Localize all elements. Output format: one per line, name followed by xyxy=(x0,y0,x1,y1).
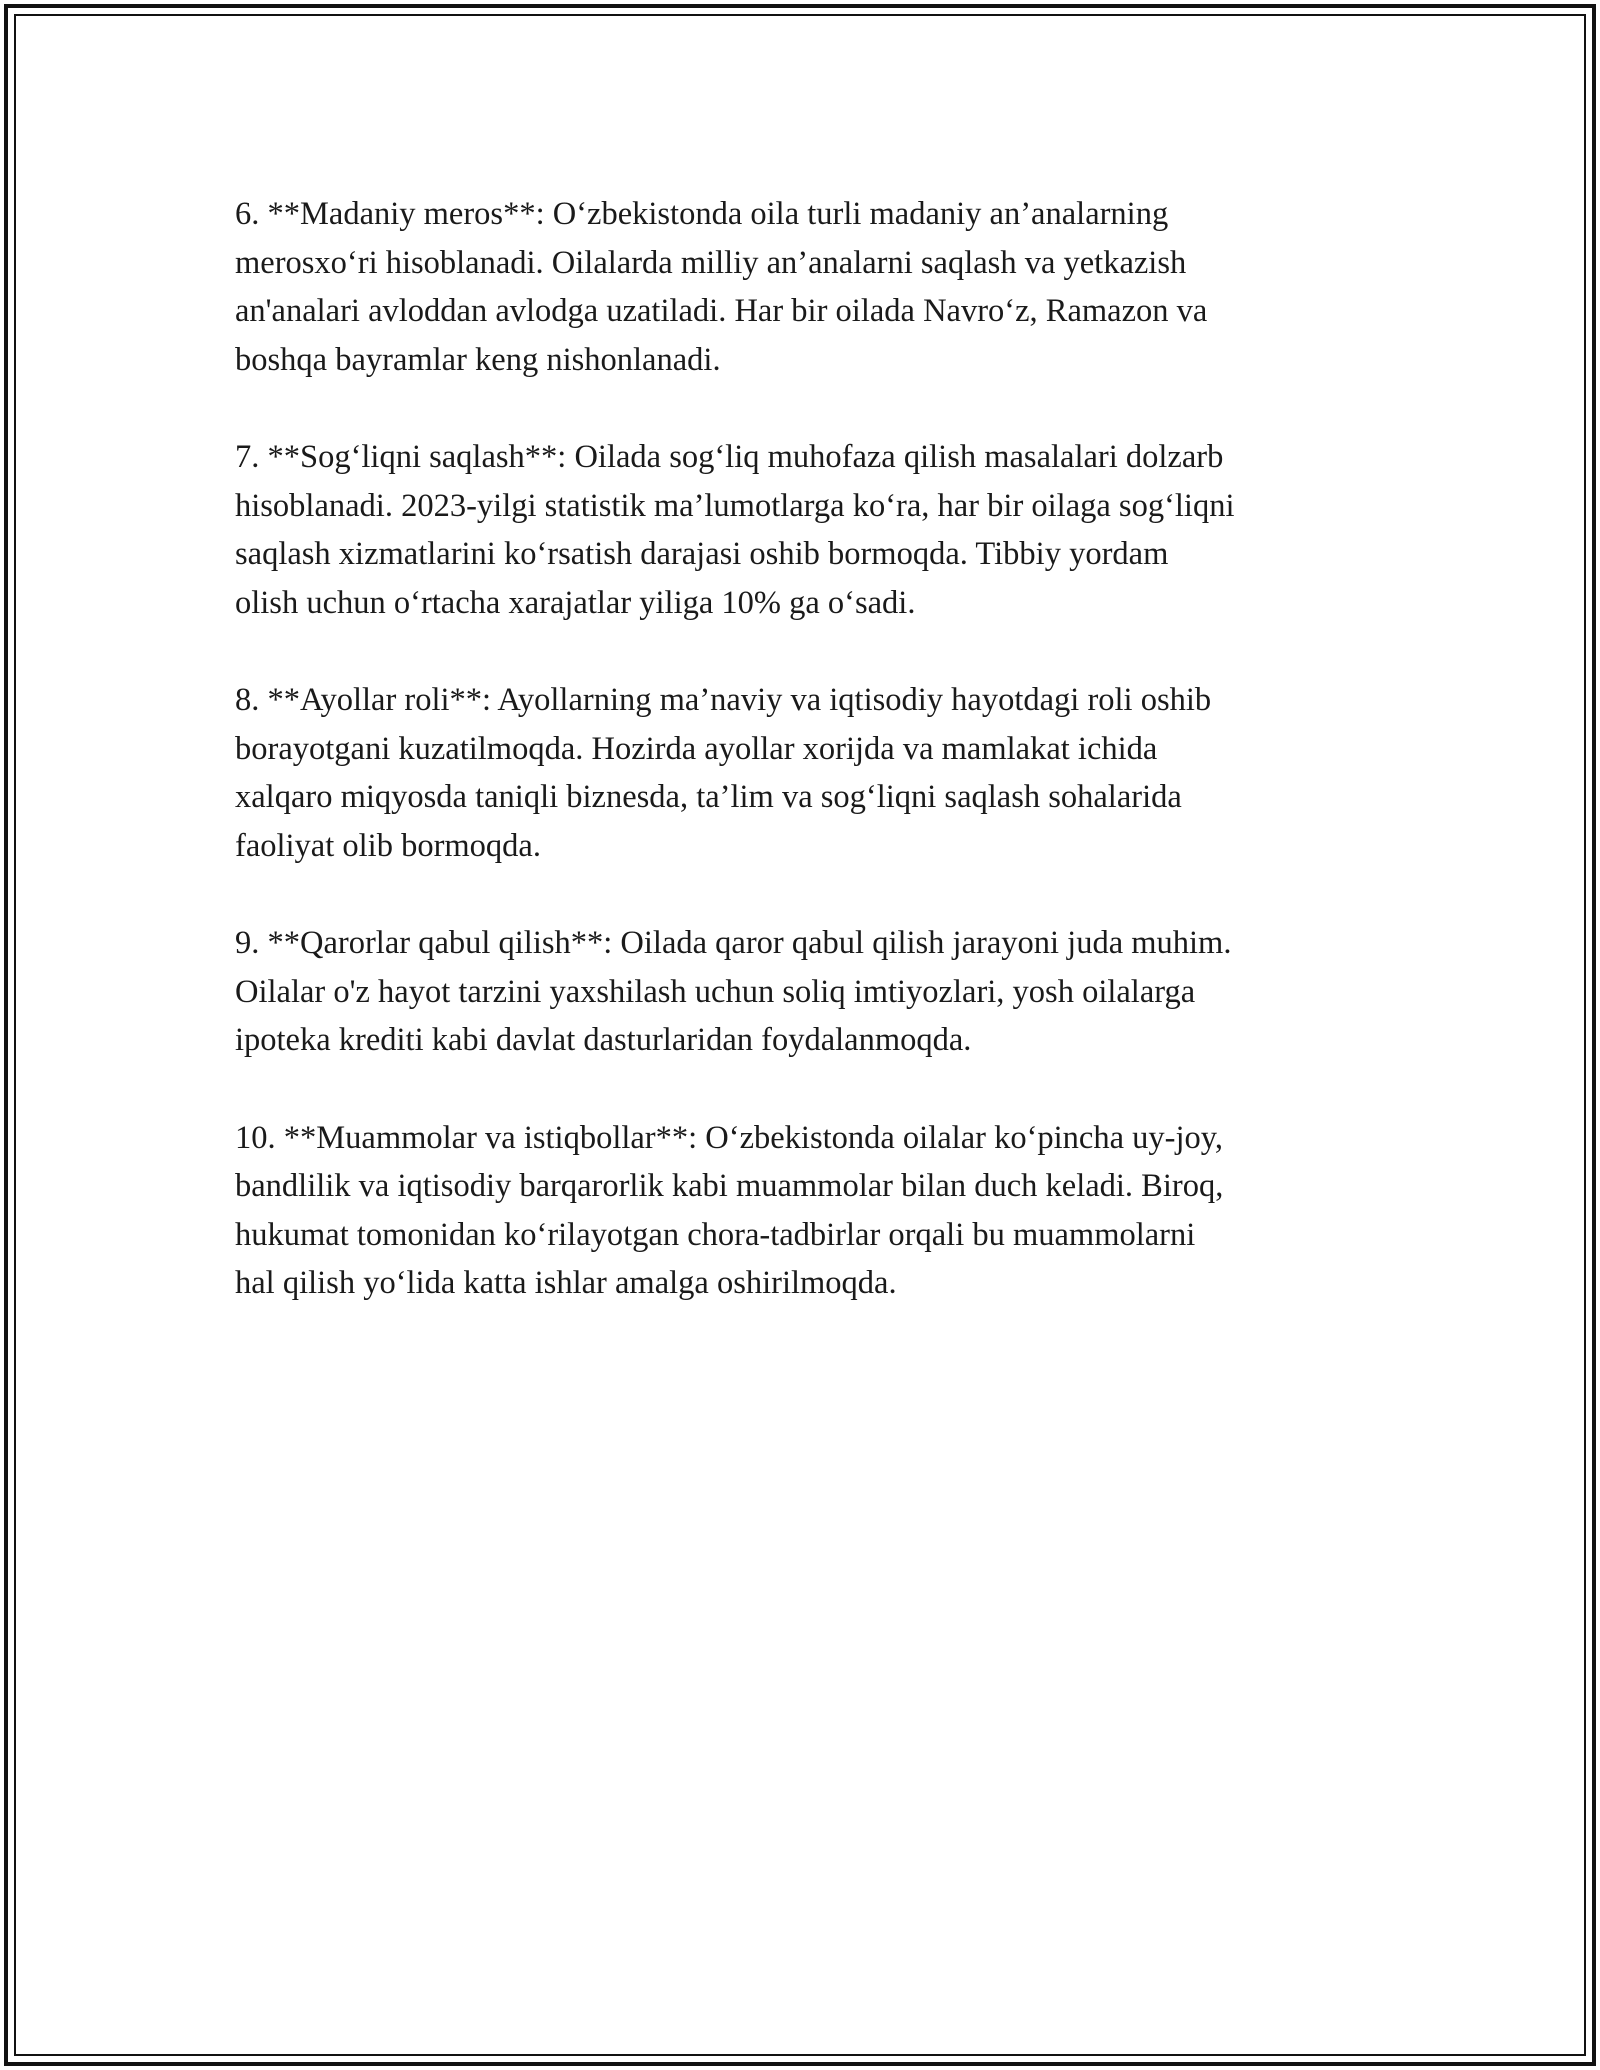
paragraph-line: xalqaro miqyosda taniqli biznesda, ta’lim va sog‘liqni saqlash sohalarida xyxy=(235,779,1182,815)
paragraph-line: 7. **Sog‘liqni saqlash**: Oilada sog‘liq muhofaza qilish masalalari dolzarb xyxy=(235,439,1224,475)
paragraph-line: olish uchun o‘rtacha xarajatlar yiliga 10% ga o‘sadi. xyxy=(235,584,916,621)
paragraph-line: hal qilish yo‘lida katta ishlar amalga oshirilmoqda. xyxy=(235,1265,897,1301)
paragraph-qarorlar-qabul-qilish xyxy=(235,919,1395,1065)
paragraph-line: 8. **Ayollar roli**: Ayollarning ma’naviy va iqtisodiy hayotdagi roli oshib xyxy=(235,682,1212,718)
paragraph-line: Oilalar o'z hayot tarzini yaxshilash uchun soliq imtiyozlari, yosh oilalarga xyxy=(235,973,1196,1010)
paragraph-muammolar-va-istiqbollar xyxy=(235,1114,1395,1308)
paragraph-line: borayotgani kuzatilmoqda. Hozirda ayollar xorijda va mamlakat ichida xyxy=(235,730,1158,767)
paragraph-line: an'analari avloddan avlodga uzatiladi. Har bir oilada Navro‘z, Ramazon va xyxy=(235,293,1208,329)
paragraph-line: merosxo‘ri hisoblanadi. Oilalarda milliy an’analarni saqlash va yetkazish xyxy=(235,244,1187,281)
paragraph-line: ipoteka krediti kabi davlat dasturlaridan foydalanmoqda. xyxy=(235,1022,972,1058)
paragraph-line: saqlash xizmatlarini ko‘rsatish darajasi oshib bormoqda. Tibbiy yordam xyxy=(235,536,1169,572)
paragraph-line: hisoblanadi. 2023-yilgi statistik ma’lumotlarga ko‘ra, har bir oilaga sog‘liqni xyxy=(235,487,1235,524)
paragraph-madaniy-meros xyxy=(235,190,1395,384)
paragraph-line: 6. **Madaniy meros**: O‘zbekistonda oila turli madaniy an’analarning xyxy=(235,196,1169,232)
paragraph-line: faoliyat olib bormoqda. xyxy=(235,827,541,864)
paragraph-line: boshqa bayramlar keng nishonlanadi. xyxy=(235,341,721,378)
paragraph-line: 9. **Qarorlar qabul qilish**: Oilada qaror qabul qilish jarayoni juda muhim. xyxy=(235,925,1232,961)
paragraph-line: bandlilik va iqtisodiy barqarorlik kabi muammolar bilan duch keladi. Biroq, xyxy=(235,1168,1224,1204)
paragraph-line: 10. **Muammolar va istiqbollar**: O‘zbekistonda oilalar ko‘pincha uy-joy, xyxy=(235,1119,1224,1156)
paragraph-line: hukumat tomonidan ko‘rilayotgan chora-tadbirlar orqali bu muammolarni xyxy=(235,1216,1196,1253)
paragraph-ayollar-roli xyxy=(235,676,1395,870)
document-body xyxy=(235,190,1395,1357)
paragraph-sogliqni-saqlash xyxy=(235,433,1395,627)
